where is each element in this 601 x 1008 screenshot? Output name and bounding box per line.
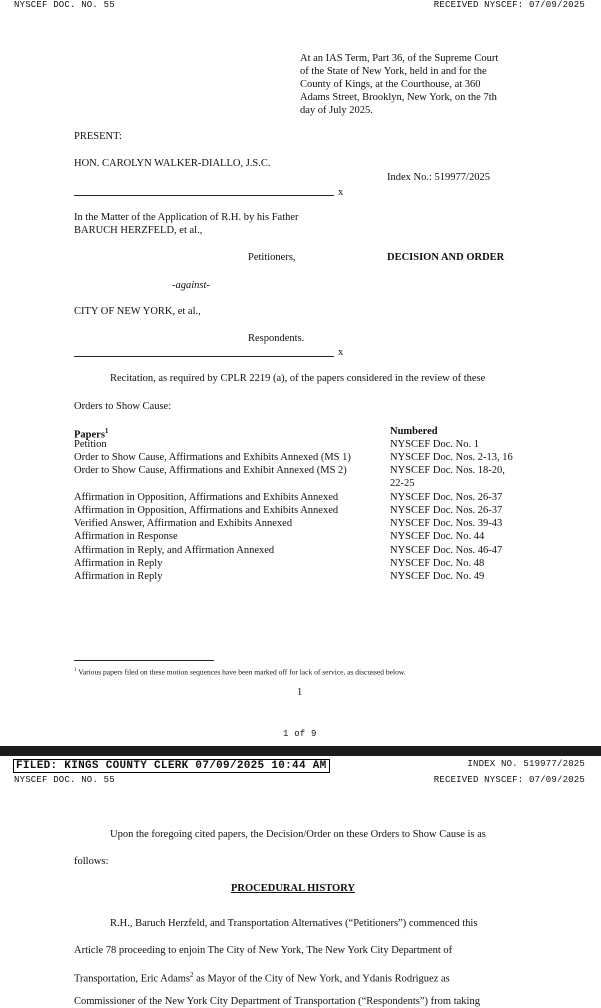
- paper-description: Order to Show Cause, Affirmations and Exhibit Annexed (MS 2): [74, 465, 347, 476]
- paper-description: Affirmation in Reply, and Affirmation Annexed: [74, 545, 275, 556]
- caption-rule-top: [74, 195, 334, 196]
- intro-line: Upon the foregoing cited papers, the Decision/Order on these Orders to Show Cause is as: [110, 829, 486, 840]
- body-text: as Mayor of the City of New York, and Ydanis Rodriguez as: [193, 973, 450, 985]
- intro-line: follows:: [74, 856, 109, 867]
- table-row: [74, 491, 541, 504]
- received-date: RECEIVED NYSCEF: 07/09/2025: [433, 775, 585, 785]
- table-row: [74, 530, 541, 543]
- paper-description: Affirmation in Reply: [74, 558, 163, 569]
- doc-number: NYSCEF Doc. No. 1: [390, 439, 479, 450]
- respondents-label: Respondents.: [248, 333, 305, 344]
- paper-description: Affirmation in Opposition, Affirmations and Exhibits Annexed: [74, 492, 339, 503]
- footnote-ref: 2: [189, 971, 194, 979]
- table-row: [74, 477, 541, 490]
- matter-line: In the Matter of the Application of R.H. by his Father: [74, 212, 299, 223]
- footnote-text: Various papers filed on these motion sequences have been marked off for lack of service, as discussed below.: [78, 667, 406, 677]
- body-text: Transportation, Eric Adams: [74, 973, 190, 985]
- document-page-2: [0, 756, 601, 1007]
- page-separator: [0, 746, 601, 756]
- nyscef-doc-number: NYSCEF DOC. NO. 55: [14, 775, 115, 785]
- matter-line: BARUCH HERZFELD, et al.,: [74, 225, 203, 236]
- doc-number: NYSCEF Doc. No. 49: [390, 571, 485, 582]
- body-line: Article 78 proceeding to enjoin The City of New York, The New York City Department of: [74, 945, 453, 956]
- body-line: Commissioner of the New York City Department of Transportation (“Respondents”) from taking: [74, 996, 480, 1007]
- recitation-line: Orders to Show Cause:: [74, 401, 172, 412]
- doc-number: NYSCEF Doc. Nos. 46-47: [390, 545, 503, 556]
- caption-x-top: x: [338, 187, 344, 198]
- footnote-mark: 1: [74, 668, 77, 673]
- footnote: [74, 666, 406, 678]
- nyscef-doc-number: NYSCEF DOC. NO. 55: [14, 0, 115, 10]
- doc-number: NYSCEF Doc. Nos. 39-43: [390, 518, 503, 529]
- caption-rule-bottom: [74, 356, 334, 357]
- judge-name: HON. CAROLYN WALKER-DIALLO, J.S.C.: [74, 158, 271, 169]
- doc-number: NYSCEF Doc. No. 48: [390, 558, 485, 569]
- doc-number: NYSCEF Doc. Nos. 2-13, 16: [390, 452, 513, 463]
- filed-stamp: FILED: KINGS COUNTY CLERK 07/09/2025 10:44 AM: [13, 759, 330, 773]
- table-row: [74, 557, 541, 570]
- caption-x-bottom: x: [338, 347, 344, 358]
- received-date: RECEIVED NYSCEF: 07/09/2025: [433, 0, 585, 10]
- doc-number: NYSCEF Doc. Nos. 18-20,: [390, 465, 505, 476]
- table-row: [74, 438, 541, 451]
- table-row: [74, 451, 541, 464]
- table-row: [74, 464, 541, 477]
- decision-title: DECISION AND ORDER: [387, 252, 505, 263]
- table-row: [74, 544, 541, 557]
- paper-description: Verified Answer, Affirmation and Exhibits Annexed: [74, 518, 293, 529]
- table-row: [74, 504, 541, 517]
- paper-description: Affirmation in Response: [74, 531, 178, 542]
- petitioners-label: Petitioners,: [248, 252, 296, 263]
- paper-description: Affirmation in Opposition, Affirmations and Exhibits Annexed: [74, 505, 339, 516]
- index-number-header: INDEX NO. 519977/2025: [467, 759, 585, 769]
- against-label: -against-: [172, 280, 210, 291]
- page-number: 1: [297, 687, 303, 698]
- index-number: Index No.: 519977/2025: [387, 172, 490, 183]
- paper-description: Affirmation in Reply: [74, 571, 163, 582]
- doc-number: NYSCEF Doc. No. 44: [390, 531, 485, 542]
- doc-number: NYSCEF Doc. Nos. 26-37: [390, 492, 503, 503]
- doc-number: NYSCEF Doc. Nos. 26-37: [390, 505, 503, 516]
- court-line: At an IAS Term, Part 36, of the Supreme Court: [300, 53, 499, 64]
- court-line: day of July 2025.: [300, 105, 373, 116]
- body-line: R.H., Baruch Herzfeld, and Transportation Alternatives (“Petitioners”) commenced this: [110, 918, 478, 929]
- section-title: PROCEDURAL HISTORY: [231, 883, 356, 894]
- papers-header-text: Papers: [74, 429, 105, 441]
- paper-description: Petition: [74, 439, 107, 450]
- recitation-line: Recitation, as required by CPLR 2219 (a), of the papers considered in the review of these: [110, 373, 486, 384]
- body-line: [74, 969, 450, 986]
- footnote-rule: [74, 660, 214, 661]
- paper-description: Order to Show Cause, Affirmations and Exhibits Annexed (MS 1): [74, 452, 351, 463]
- court-line: of the State of New York, held in and for the: [300, 66, 487, 77]
- footnote-ref: 1: [104, 427, 109, 435]
- respondent-name: CITY OF NEW YORK, et al.,: [74, 306, 201, 317]
- doc-number: 22-25: [390, 478, 415, 489]
- court-line: County of Kings, at the Courthouse, at 360: [300, 79, 481, 90]
- page-of-indicator: 1 of 9: [283, 729, 317, 739]
- numbered-header: Numbered: [390, 426, 438, 437]
- present-label: PRESENT:: [74, 131, 122, 142]
- court-line: Adams Street, Brooklyn, New York, on the 7th: [300, 92, 497, 103]
- table-row: [74, 570, 541, 583]
- table-row: [74, 517, 541, 530]
